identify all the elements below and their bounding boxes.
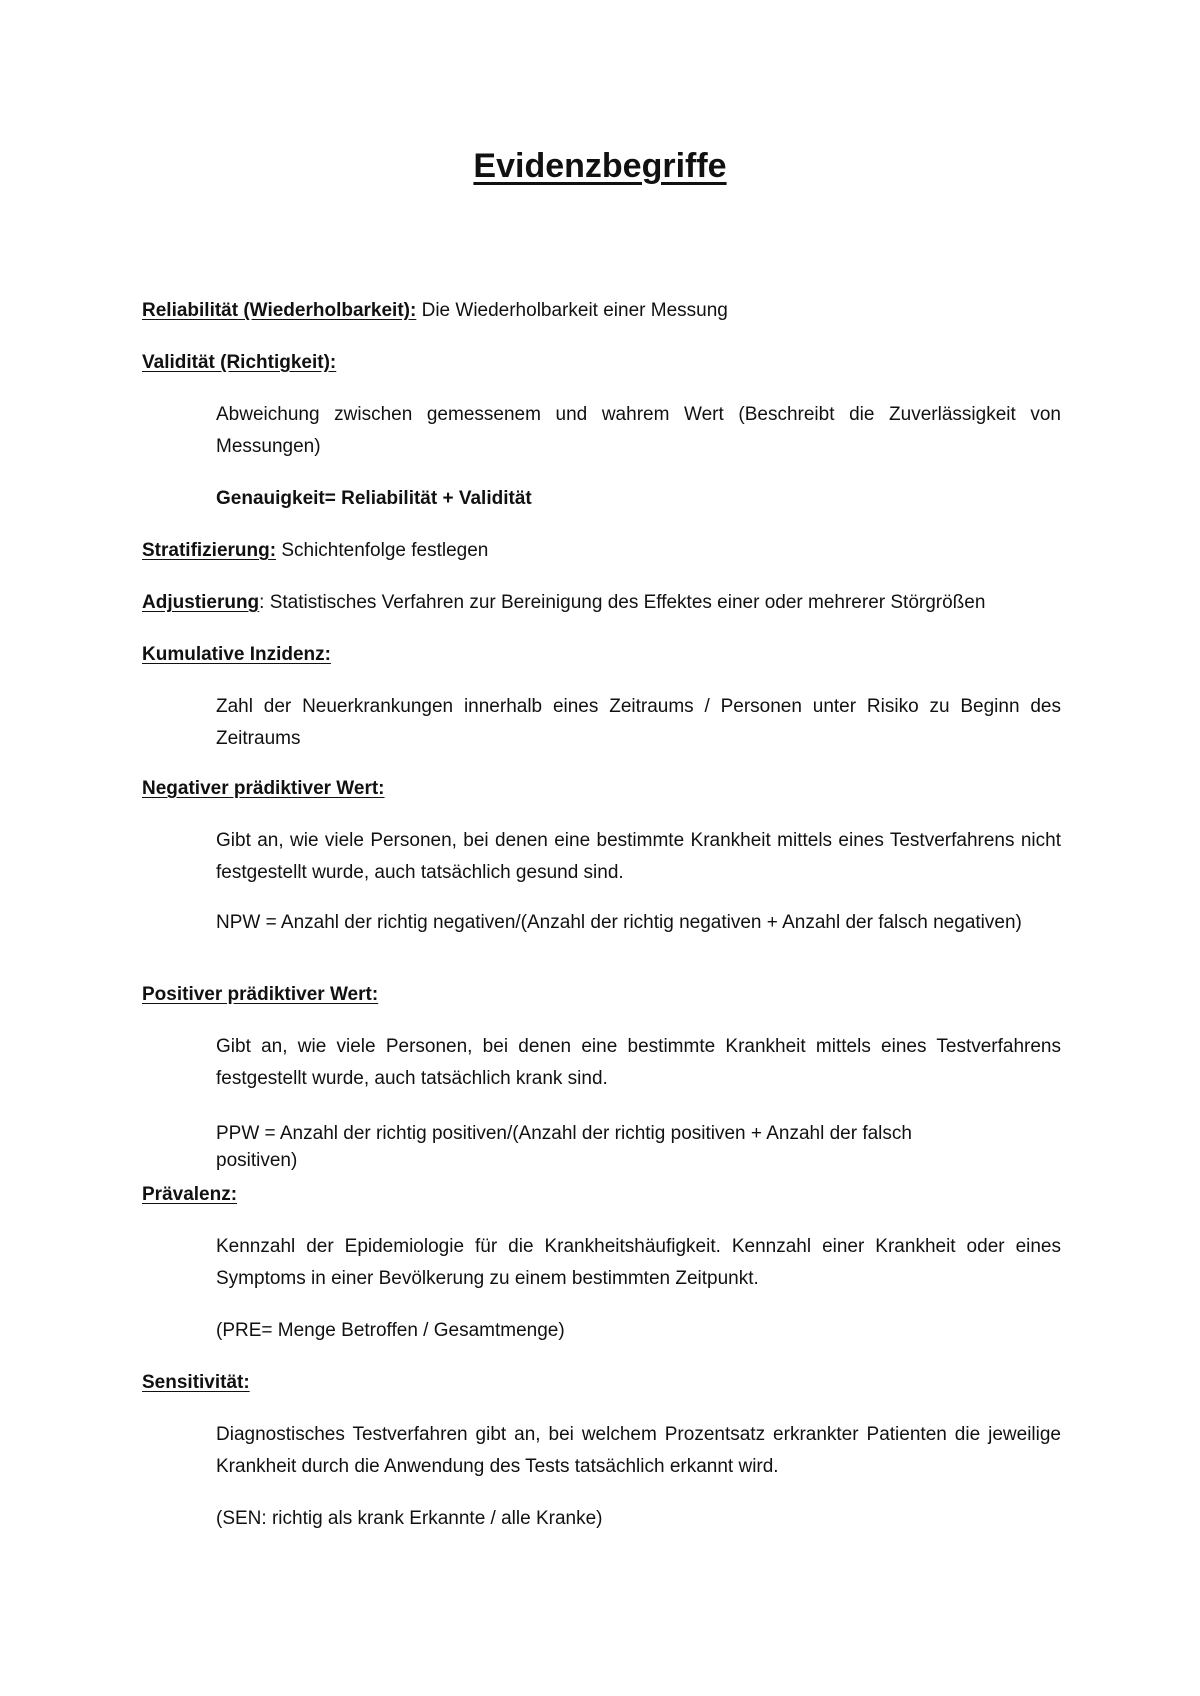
formula-ppw: PPW = Anzahl der richtig positiven/(Anzahl der richtig positiven + Anzahl der falsch positiven) (216, 1123, 912, 1171)
definition-sensitivitaet: Diagnostisches Testverfahren gibt an, bei welchem Prozentsatz erkrankter Patienten die jeweilige Krankheit durch die Anwendung des Tests tatsächlich erkannt wird. (216, 1424, 1061, 1477)
formula-genauigkeit: Genauigkeit= Reliabilität + Validität (216, 488, 532, 509)
definition-adjustierung: : Statistisches Verfahren zur Bereinigung des Effektes einer oder mehrerer Störgrößen (259, 592, 986, 613)
definition-validitaet: Abweichung zwischen gemessenem und wahrem Wert (Beschreibt die Zuverlässigkeit von Messungen) (216, 404, 1061, 457)
entry-sensitivitaet (142, 1367, 1062, 1399)
definition-praevalenz: Kennzahl der Epidemiologie für die Krankheitshäufigkeit. Kennzahl einer Krankheit oder eines Symptoms in einer Bevölkerung zu einem bestimmten Zeitpunkt. (216, 1236, 1061, 1289)
entry-ppw (142, 979, 1062, 1011)
term-kumulative-inzidenz: Kumulative Inzidenz: (142, 644, 331, 665)
formula-npw: NPW = Anzahl der richtig negativen/(Anzahl der richtig negativen + Anzahl der falsch negativen) (216, 912, 1022, 933)
formula-praevalenz: (PRE= Menge Betroffen / Gesamtmenge) (216, 1320, 565, 1341)
page-title: Evidenzbegriffe (473, 147, 727, 185)
term-adjustierung: Adjustierung (142, 592, 260, 613)
term-validitaet: Validität (Richtigkeit): (142, 352, 337, 373)
entry-praevalenz (142, 1179, 1062, 1211)
term-praevalenz: Prävalenz: (142, 1184, 238, 1205)
entry-validitaet (142, 347, 1062, 379)
entry-stratifizierung (142, 535, 1062, 567)
entry-adjustierung (142, 587, 1062, 619)
definition-ppw: Gibt an, wie viele Personen, bei denen eine bestimmte Krankheit mittels eines Testverfahrens festgestellt wurde, auch tatsächlich krank sind. (216, 1036, 1061, 1089)
entry-kumulative-inzidenz (142, 639, 1062, 671)
term-npw: Negativer prädiktiver Wert: (142, 778, 385, 799)
definition-kumulative-inzidenz: Zahl der Neuerkrankungen innerhalb eines Zeitraums / Personen unter Risiko zu Beginn des Zeitraums (216, 696, 1061, 749)
term-sensitivitaet: Sensitivität: (142, 1372, 250, 1393)
definition-npw: Gibt an, wie viele Personen, bei denen eine bestimmte Krankheit mittels eines Testverfahrens nicht festgestellt wurde, auch tatsächlich gesund sind. (216, 830, 1061, 883)
term-ppw: Positiver prädiktiver Wert: (142, 984, 379, 1005)
definition-reliabilitaet: Die Wiederholbarkeit einer Messung (416, 300, 728, 321)
term-reliabilitaet: Reliabilität (Wiederholbarkeit): (142, 300, 417, 321)
formula-sensitivitaet: (SEN: richtig als krank Erkannte / alle Kranke) (216, 1508, 603, 1529)
entry-npw (142, 773, 1062, 805)
definition-stratifizierung: Schichtenfolge festlegen (276, 540, 489, 561)
term-stratifizierung: Stratifizierung: (142, 540, 277, 561)
entry-reliabilitaet (142, 295, 1062, 327)
